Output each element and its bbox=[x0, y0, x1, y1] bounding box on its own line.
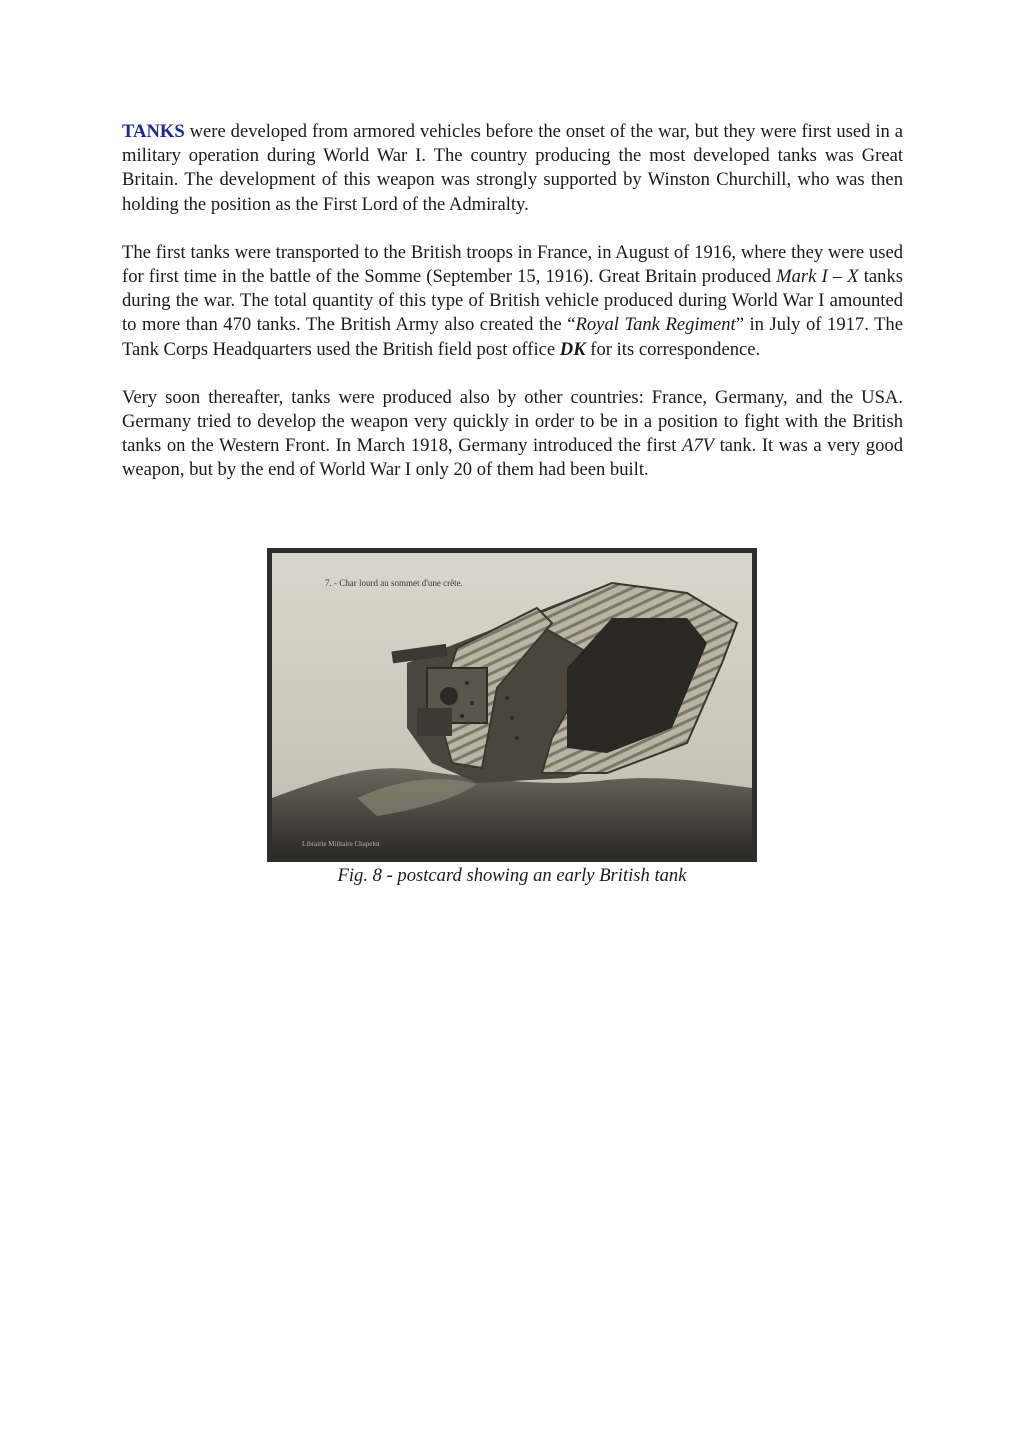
postcard-title: 7. - Char lourd au sommet d'une crête. bbox=[325, 578, 463, 588]
postcard-publisher: Librairie Militaire Chapelot bbox=[302, 840, 380, 848]
paragraph-tanks-intro bbox=[122, 120, 903, 217]
paragraph-british-tanks bbox=[122, 241, 903, 362]
paragraph-text: were developed from armored vehicles before the onset of the war, but they were first used in a military operation during World War I. The country producing the most developed tanks was Great Britain. The development of this weapon was strongly supported by Winston Churchill, who was then holding the position as the First Lord of the Admiralty. bbox=[122, 121, 903, 215]
tank-model-name: A7V bbox=[681, 435, 714, 457]
paragraph-text: tank. It was a very good weapon, but by the end of World War I only 20 of them had been built. bbox=[122, 435, 903, 481]
regiment-name: Royal Tank Regiment bbox=[575, 314, 736, 336]
paragraph-other-countries bbox=[122, 386, 903, 483]
tank-model-name: Mark I – X bbox=[776, 266, 859, 288]
document-body bbox=[122, 120, 903, 507]
paragraph-text: ” in July of 1917. The Tank Corps Headquarters used the British field post office bbox=[122, 314, 903, 360]
paragraph-text: The first tanks were transported to the British troops in France, in August of 1916, where they were used for first time in the battle of the Somme (September 15, 1916). Great Britain produced bbox=[122, 241, 903, 288]
paragraph-text: for its correspondence. bbox=[585, 338, 761, 360]
paragraph-text: tanks during the war. The total quantity of this type of British vehicle produced during World War I amounted to more than 470 tanks. The British Army also created the “ bbox=[122, 266, 903, 336]
paragraph-text: Very soon thereafter, tanks were produced also by other countries: France, Germany, and the USA. Germany tried to develop the weapon very quickly in order to be in a position to fight with the British tanks on the Western Front. In March 1918, Germany introduced the first bbox=[122, 386, 903, 457]
lead-word: TANKS bbox=[122, 121, 185, 142]
postcard-image bbox=[267, 548, 757, 862]
figure-caption: Fig. 8 - postcard showing an early British tank bbox=[337, 865, 687, 886]
post-office-code: DK bbox=[559, 338, 586, 360]
